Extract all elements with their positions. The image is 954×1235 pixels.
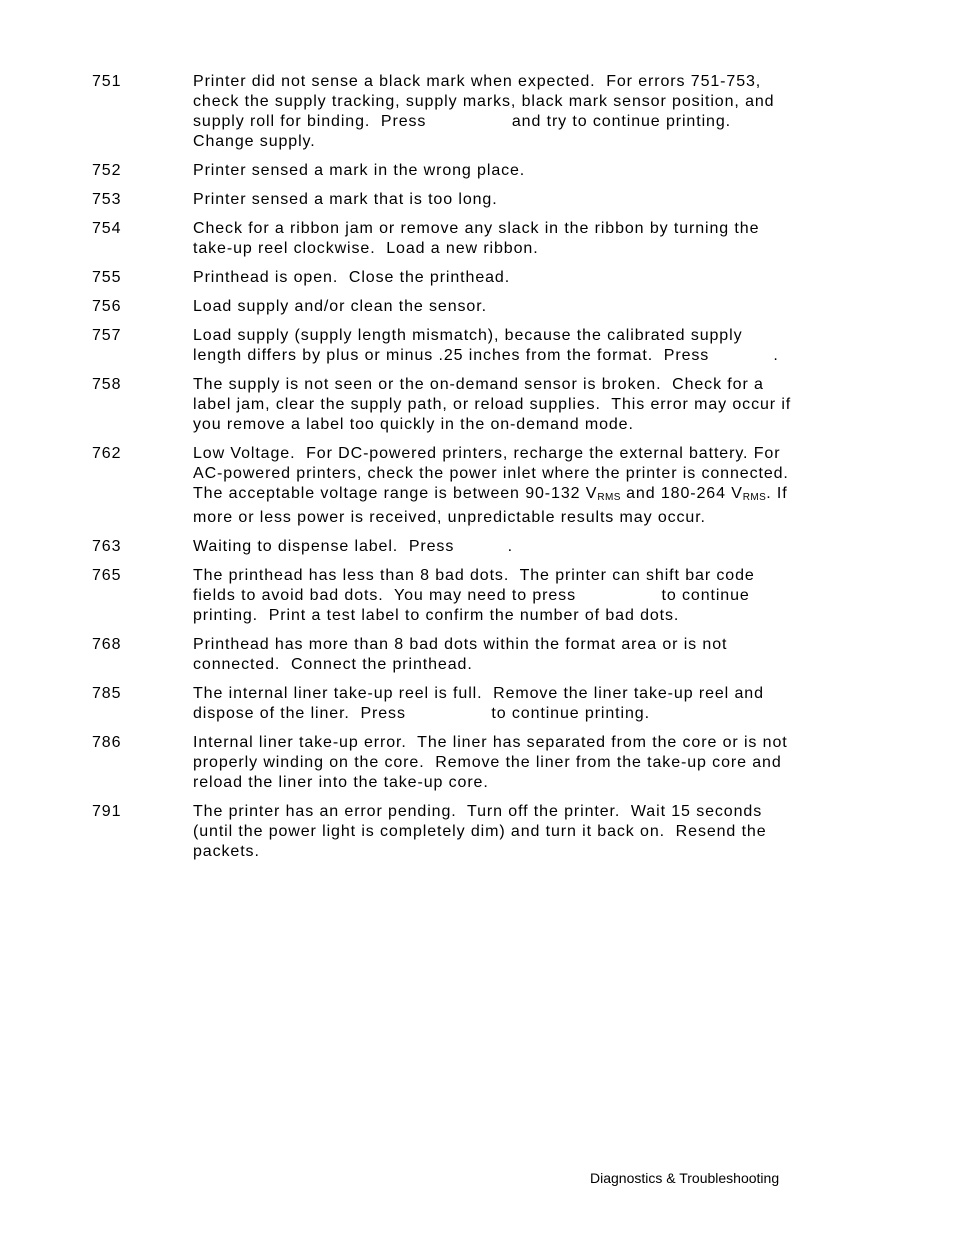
error-code: 786 [92, 734, 122, 751]
description-line: Load supply (supply length mismatch), because the calibrated supply [193, 327, 743, 344]
description-line: Printhead has more than 8 bad dots within the format area or is not [193, 636, 728, 653]
description-line: Printer sensed a mark in the wrong place. [193, 162, 526, 179]
error-description [193, 326, 863, 366]
description-line: printing. Print a test label to confirm the number of bad dots. [193, 607, 680, 624]
error-entry-785 [0, 684, 954, 724]
description-line: Printer did not sense a black mark when expected. For errors 751-753, [193, 73, 762, 90]
description-line: Printer sensed a mark that is too long. [193, 191, 498, 208]
error-entry-768 [0, 635, 954, 675]
description-line: label jam, clear the supply path, or reload supplies. This error may occur if [193, 396, 792, 413]
footer-section-title: Diagnostics & Troubleshooting [590, 1170, 780, 1186]
description-line: AC-powered printers, check the power inlet where the printer is connected. [193, 465, 789, 482]
description-line: The printhead has less than 8 bad dots. The printer can shift bar code [193, 567, 755, 584]
description-line: Change supply. [193, 133, 316, 150]
error-description [193, 566, 863, 626]
error-code: 755 [92, 269, 122, 286]
description-line: supply roll for binding. Press and try to continue printing. [193, 113, 731, 130]
description-line: you remove a label too quickly in the on-demand mode. [193, 416, 634, 433]
error-entry-756 [0, 297, 954, 317]
error-entry-786 [0, 733, 954, 793]
error-description [193, 161, 863, 181]
error-entry-757 [0, 326, 954, 366]
description-line: Internal liner take-up error. The liner has separated from the core or is not [193, 734, 788, 751]
description-line: The supply is not seen or the on-demand sensor is broken. Check for a [193, 376, 764, 393]
description-line: length differs by plus or minus .25 inches from the format. Press . [193, 347, 779, 364]
error-code: 768 [92, 636, 122, 653]
error-code: 757 [92, 327, 122, 344]
voltage-text: . If [766, 485, 788, 502]
description-line: connected. Connect the printhead. [193, 656, 473, 673]
description-line: take-up reel clockwise. Load a new ribbon. [193, 240, 539, 257]
error-code: 756 [92, 298, 122, 315]
error-description [193, 375, 863, 435]
description-line: Printhead is open. Close the printhead. [193, 269, 511, 286]
error-code: 752 [92, 162, 122, 179]
error-entry-758 [0, 375, 954, 435]
error-entry-791 [0, 802, 954, 862]
voltage-range-line [193, 484, 863, 508]
error-code: 785 [92, 685, 122, 702]
description-line: dispose of the liner. Press to continue printing. [193, 705, 650, 722]
description-line: The printer has an error pending. Turn off the printer. Wait 15 seconds [193, 803, 763, 820]
rms-subscript: RMS [742, 492, 767, 503]
description-line: Check for a ribbon jam or remove any slack in the ribbon by turning the [193, 220, 760, 237]
error-entry-752 [0, 161, 954, 181]
error-entry-754 [0, 219, 954, 259]
error-code: 758 [92, 376, 122, 393]
error-entry-755 [0, 268, 954, 288]
description-line: check the supply tracking, supply marks, black mark sensor position, and [193, 93, 775, 110]
description-line: (until the power light is completely dim) and turn it back on. Resend the [193, 823, 767, 840]
error-code: 754 [92, 220, 122, 237]
error-code-list [0, 72, 954, 871]
error-description [193, 190, 863, 210]
description-line: more or less power is received, unpredictable results may occur. [193, 509, 706, 526]
description-line: fields to avoid bad dots. You may need to press to continue [193, 587, 750, 604]
error-description [193, 733, 863, 793]
error-entry-753 [0, 190, 954, 210]
error-description [193, 635, 863, 675]
error-code: 753 [92, 191, 122, 208]
error-code: 791 [92, 803, 122, 820]
error-description [193, 684, 863, 724]
error-description [193, 537, 863, 557]
error-entry-763 [0, 537, 954, 557]
error-description [193, 444, 863, 528]
error-entry-751 [0, 72, 954, 152]
error-code: 763 [92, 538, 122, 555]
description-line: Load supply and/or clean the sensor. [193, 298, 487, 315]
description-line: properly winding on the core. Remove the liner from the take-up core and [193, 754, 782, 771]
error-entry-765 [0, 566, 954, 626]
error-description [193, 219, 863, 259]
error-description [193, 72, 863, 152]
voltage-text: and 180-264 V [620, 485, 743, 502]
error-code: 751 [92, 73, 122, 90]
description-line: Waiting to dispense label. Press . [193, 538, 514, 555]
error-entry-762 [0, 444, 954, 528]
description-line: Low Voltage. For DC-powered printers, recharge the external battery. For [193, 445, 781, 462]
description-line: The internal liner take-up reel is full. Remove the liner take-up reel and [193, 685, 764, 702]
error-description [193, 268, 863, 288]
description-line: reload the liner into the take-up core. [193, 774, 489, 791]
error-code: 762 [92, 445, 122, 462]
rms-subscript: RMS [597, 492, 621, 503]
description-line: packets. [193, 843, 260, 860]
error-description [193, 802, 863, 862]
error-description [193, 297, 863, 317]
error-code: 765 [92, 567, 122, 584]
voltage-text: The acceptable voltage range is between 90-132 V [193, 485, 598, 502]
